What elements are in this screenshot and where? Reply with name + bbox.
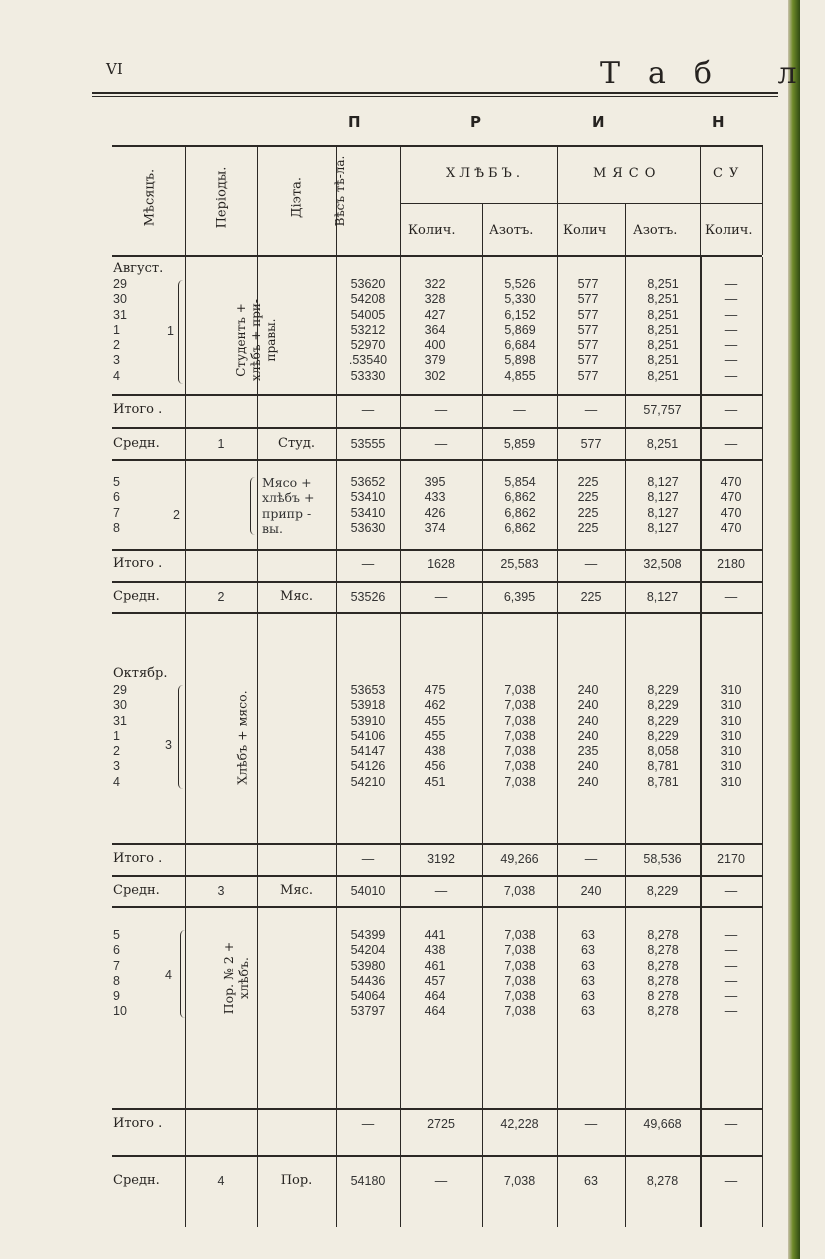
table-cell: 49,266 (500, 852, 539, 866)
table-cell: 8 278 (647, 989, 679, 1004)
table-cell: 8,251 (647, 368, 679, 383)
table-cell: 63 (581, 943, 595, 958)
table-cell: 25,583 (500, 557, 539, 571)
table-cell: — (361, 557, 375, 571)
table-cell: 3 (113, 353, 120, 368)
table-cell: 8,127 (647, 520, 679, 535)
table-cell: 6,862 (504, 520, 536, 535)
table-cell: 53410 (350, 490, 386, 505)
table-cell: Итого . (113, 556, 163, 571)
bread-qty-column (415, 928, 455, 1020)
table-cell: Студ. (278, 436, 315, 451)
table-cell: 6,862 (504, 490, 536, 505)
weight-column (343, 475, 393, 536)
table-cell: 54106 (350, 728, 386, 743)
table-cell: Мясо + (262, 475, 312, 490)
header-bread-nitrogen: Азотъ. (489, 223, 534, 238)
table-cell: — (724, 307, 738, 322)
table-cell: 53212 (350, 322, 386, 337)
header-sugar: СУ (713, 166, 745, 181)
page-number: VI (106, 60, 123, 78)
diet-label: Хлѣбъ + мясо. (234, 690, 250, 785)
table-cell: — (434, 1174, 448, 1188)
table-cell: 54208 (350, 292, 386, 307)
table-cell: 235 (577, 744, 599, 759)
period-number: 2 (173, 508, 180, 522)
table-cell: 7,038 (504, 774, 536, 789)
table-cell: 433 (424, 490, 446, 505)
table-cell: 8 (113, 520, 120, 535)
table-cell: хлѣбъ + (262, 490, 315, 506)
table-cell: 240 (577, 728, 599, 743)
table-cell: 7,038 (504, 744, 536, 759)
table-cell: 240 (577, 759, 599, 774)
table-cell: 577 (577, 338, 599, 353)
table-cell: 5,526 (504, 277, 536, 291)
table-cell: 577 (577, 292, 599, 307)
table-cell: 8,251 (647, 292, 679, 307)
table-cell: 31 (113, 307, 127, 322)
table-cell: 7,038 (504, 928, 536, 942)
table-cell: 53410 (350, 505, 386, 520)
table-cell: 225 (577, 520, 599, 535)
table-cell: — (361, 1117, 375, 1131)
table-cell: 577 (580, 437, 602, 451)
table-cell: Средн. (113, 883, 160, 898)
table-cell: 310 (720, 774, 742, 789)
table-cell: 8,251 (647, 322, 679, 337)
table-cell: 400 (424, 338, 446, 353)
table-cell: 462 (424, 698, 446, 713)
weight-column (343, 683, 393, 790)
table-cell: 441 (424, 928, 446, 942)
table-cell: 63 (581, 989, 595, 1004)
header-bread: ХЛѢБЪ. (446, 166, 525, 181)
table-cell: 8,058 (647, 744, 679, 759)
table-cell: 53652 (350, 475, 386, 489)
diet-lines (262, 475, 338, 536)
meat-qty-column (568, 683, 608, 790)
table-cell: Пор. (280, 1173, 313, 1188)
table-cell: 455 (424, 728, 446, 743)
table-cell: 8,278 (647, 943, 679, 958)
table-cell: 302 (424, 368, 446, 383)
table-cell: 8,229 (647, 713, 679, 728)
table-cell: 240 (580, 884, 602, 898)
table-cell: 4,855 (504, 368, 536, 383)
table-cell: 2180 (717, 557, 745, 571)
table-cell: 5,869 (504, 322, 536, 337)
period-4-days (113, 928, 173, 1020)
sugar-qty-column (708, 928, 754, 1020)
table-cell: 7,038 (504, 1004, 536, 1019)
table-cell: Средн. (113, 1173, 160, 1188)
table-cell: 8,127 (647, 475, 679, 489)
table-cell: 310 (720, 728, 742, 743)
table-cell: 225 (577, 490, 599, 505)
table-cell: 30 (113, 292, 127, 307)
table-cell: — (724, 338, 738, 353)
header-meat-nitrogen: Азотъ. (633, 223, 678, 238)
table-cell: 456 (424, 759, 446, 774)
table-cell: 461 (424, 958, 446, 973)
table-cell: 7,038 (504, 989, 536, 1004)
table-cell: 470 (720, 475, 742, 489)
table-cell: Средн. (113, 589, 160, 604)
sugar-qty-column (708, 683, 754, 790)
table-cell: 310 (720, 759, 742, 774)
table-cell: 427 (424, 307, 446, 322)
header-diet: Діэта. (289, 176, 305, 219)
table-cell: Итого . (113, 1116, 163, 1131)
table-cell: 7,038 (503, 884, 536, 898)
meat-qty-column (568, 277, 608, 384)
table-cell: 2170 (717, 852, 745, 866)
table-cell: 6,862 (504, 505, 536, 520)
table-cell: 63 (581, 958, 595, 973)
table-cell: — (584, 852, 598, 866)
table-cell: 8,278 (647, 973, 679, 988)
table-cell: 54005 (350, 307, 386, 322)
table-cell: 8,127 (646, 590, 679, 604)
table-cell: 54210 (350, 774, 386, 789)
table-cell: Мяс. (280, 883, 313, 898)
table-cell: припр - (262, 505, 312, 521)
table-cell: 577 (577, 307, 599, 322)
table-cell: 379 (424, 353, 446, 368)
meat-qty-column (568, 475, 608, 536)
table-cell: — (724, 277, 738, 291)
table-cell: 3 (113, 759, 120, 774)
table-cell: 395 (424, 475, 446, 489)
table-cell: 6 (113, 943, 120, 958)
table-cell: 8,229 (647, 683, 679, 697)
table-cell: — (724, 322, 738, 337)
table-cell: 53653 (350, 683, 386, 697)
table-cell: 58,536 (643, 852, 682, 866)
title-letter-3: И (592, 113, 605, 131)
title-letter-2: Р (470, 113, 481, 131)
table-cell: — (724, 590, 738, 604)
table-cell: 7 (113, 505, 120, 520)
table-cell: 8,229 (646, 884, 679, 898)
month-label: Август. (113, 261, 164, 276)
table-cell: 3 (217, 884, 225, 898)
bread-nitrogen-column (492, 277, 548, 384)
table-cell: 426 (424, 505, 446, 520)
table-cell: Мяс. (280, 589, 313, 604)
table-cell: 310 (720, 683, 742, 697)
meat-nitrogen-column (635, 277, 691, 384)
table-cell: 32,508 (643, 557, 682, 571)
period-number: 1 (167, 324, 174, 338)
table-cell: .53540 (348, 353, 388, 368)
table-cell: 8,251 (647, 338, 679, 353)
table-cell: 9 (113, 989, 120, 1004)
table-cell: 53918 (350, 698, 386, 713)
table-cell: 451 (424, 774, 446, 789)
running-title: Таб л (600, 56, 825, 91)
table-cell: 470 (720, 505, 742, 520)
table-cell: 54147 (350, 744, 386, 759)
bread-qty-column (415, 683, 455, 790)
table-cell: 7,038 (504, 683, 536, 697)
sugar-qty-column (708, 475, 754, 536)
table-cell: 577 (577, 322, 599, 337)
period-1-days (113, 277, 173, 384)
table-cell: — (434, 884, 448, 898)
table-cell: 4 (113, 774, 120, 789)
table-cell: — (724, 353, 738, 368)
table-cell: 457 (424, 973, 446, 988)
table-cell: 438 (424, 744, 446, 759)
table-cell: 54204 (350, 943, 386, 958)
header-meat: МЯСО (593, 166, 662, 181)
meat-nitrogen-column (635, 475, 691, 536)
table-cell: — (361, 852, 375, 866)
table-cell: 1628 (427, 557, 455, 571)
table-cell: — (724, 1004, 738, 1019)
table-cell: 54010 (350, 884, 386, 898)
table-cell: 438 (424, 943, 446, 958)
page-edge-decoration (788, 0, 800, 1259)
table-cell: 7,038 (504, 943, 536, 958)
month-label: Октябр. (113, 666, 168, 681)
diet-label: Студентъ + хлѣбъ + при-правы. (234, 299, 278, 381)
table-cell: 5,330 (504, 292, 536, 307)
table-cell: 2 (113, 744, 120, 759)
header-weight: Вѣсъ тѣ-ла. (333, 155, 347, 227)
table-cell: 6,684 (504, 338, 536, 353)
table-cell: — (724, 292, 738, 307)
table-cell: — (724, 1117, 738, 1131)
period-3-days (113, 683, 173, 790)
table-cell: 29 (113, 683, 127, 697)
table-cell: — (584, 1117, 598, 1131)
table-cell: 8,278 (647, 1004, 679, 1019)
table-cell: 53620 (350, 277, 386, 291)
table-cell: 8,781 (647, 774, 679, 789)
table-cell: 364 (424, 322, 446, 337)
table-cell: 225 (577, 505, 599, 520)
table-cell: 8 (113, 973, 120, 988)
table-cell: — (584, 557, 598, 571)
table-cell: 322 (424, 277, 446, 291)
table-cell: 2 (217, 590, 225, 604)
table-cell: 8,251 (646, 437, 679, 451)
table-cell: 5,898 (504, 353, 536, 368)
table-cell: 3192 (427, 852, 455, 866)
table-cell: — (724, 437, 738, 451)
table-cell: — (434, 403, 448, 417)
header-period: Періоды. (214, 166, 230, 229)
table-cell: 310 (720, 698, 742, 713)
table-cell: 63 (581, 928, 595, 942)
table-cell: — (724, 989, 738, 1004)
table-cell: 225 (580, 590, 602, 604)
table-cell: 63 (581, 1004, 595, 1019)
meat-nitrogen-column (635, 928, 691, 1020)
table-cell: 225 (577, 475, 599, 489)
table-cell: 53330 (350, 368, 386, 383)
header-bread-qty: Колич. (408, 223, 456, 238)
table-cell: 475 (424, 683, 446, 697)
table-cell: 8,251 (647, 277, 679, 291)
bread-qty-column (415, 475, 455, 536)
table-cell: 29 (113, 277, 127, 291)
table-cell: 470 (720, 520, 742, 535)
table-cell: вы. (262, 520, 283, 536)
table-cell: 53910 (350, 713, 386, 728)
table-cell: 53797 (350, 1004, 386, 1019)
table-cell: 8,251 (647, 353, 679, 368)
diet-label: Пор. № 2 + хлѣбъ. (221, 941, 251, 1015)
period-number: 3 (165, 738, 172, 752)
table-cell: 7,038 (504, 973, 536, 988)
table-cell: 7,038 (504, 728, 536, 743)
table-cell: 240 (577, 698, 599, 713)
table-cell: 8,229 (647, 728, 679, 743)
table-cell: 52970 (350, 338, 386, 353)
table-cell: — (724, 928, 738, 942)
table-cell: 54180 (350, 1174, 386, 1188)
table-cell: 8,278 (647, 958, 679, 973)
table-cell: 53980 (350, 958, 386, 973)
table-cell: — (434, 590, 448, 604)
table-cell: 54399 (350, 928, 386, 942)
table-cell: 54436 (350, 973, 386, 988)
meat-nitrogen-column (635, 683, 691, 790)
period-2-days (113, 475, 173, 536)
table-cell: 57,757 (643, 403, 682, 417)
meat-qty-column (568, 928, 608, 1020)
table-cell: 63 (584, 1174, 598, 1188)
table-cell: 240 (577, 774, 599, 789)
table-cell: 470 (720, 490, 742, 505)
weight-column (343, 928, 393, 1020)
table-cell: 54126 (350, 759, 386, 774)
table-cell: — (434, 437, 448, 451)
table-cell: 7,038 (504, 759, 536, 774)
table-cell: 63 (581, 973, 595, 988)
table-cell: 310 (720, 713, 742, 728)
table-cell: 10 (113, 1004, 127, 1019)
table-cell: 240 (577, 683, 599, 697)
title-letter-1: П (348, 113, 361, 131)
table-cell: 5,854 (504, 475, 536, 489)
table-cell: 6,395 (503, 590, 536, 604)
table-cell: 4 (217, 1174, 225, 1188)
table-cell: 8,229 (647, 698, 679, 713)
table-cell: Итого . (113, 402, 163, 417)
table-cell: 8,127 (647, 490, 679, 505)
table-cell: 240 (577, 713, 599, 728)
table-cell: 53630 (350, 520, 386, 535)
table-cell: — (724, 368, 738, 383)
table-cell: 6 (113, 490, 120, 505)
table-cell: 7,038 (504, 713, 536, 728)
table-cell: 49,668 (643, 1117, 682, 1131)
table-cell: 464 (424, 1004, 446, 1019)
table-cell: — (724, 958, 738, 973)
table-cell: 1 (113, 728, 120, 743)
table-cell: — (724, 943, 738, 958)
table-cell: 577 (577, 353, 599, 368)
table-cell: — (724, 973, 738, 988)
table-cell: 374 (424, 520, 446, 535)
table-cell: 464 (424, 989, 446, 1004)
table-cell: 455 (424, 713, 446, 728)
table-cell: 54064 (350, 989, 386, 1004)
weight-column (343, 277, 393, 384)
table-cell: 31 (113, 713, 127, 728)
table-cell: Итого . (113, 851, 163, 866)
table-cell: 1 (217, 437, 225, 451)
table-cell: 7,038 (503, 1174, 536, 1188)
bread-nitrogen-column (492, 928, 548, 1020)
header-month: Мѣсяцъ. (142, 168, 158, 227)
table-cell: 328 (424, 292, 446, 307)
table-cell: — (513, 403, 526, 417)
sugar-qty-column (708, 277, 754, 384)
table-cell: 7 (113, 958, 120, 973)
table-cell: 42,228 (500, 1117, 539, 1131)
header-meat-qty: Колич (563, 223, 607, 238)
table-cell: 30 (113, 698, 127, 713)
running-rule (92, 92, 778, 94)
table-cell: 53555 (350, 437, 386, 451)
table-cell: 7,038 (504, 958, 536, 973)
table-cell: 7,038 (504, 698, 536, 713)
period-number: 4 (165, 968, 172, 982)
table-cell: — (724, 403, 738, 417)
table-cell: — (361, 403, 375, 417)
table-cell: 8,278 (647, 928, 679, 942)
table-cell: — (724, 1174, 738, 1188)
table-cell: 8,781 (647, 759, 679, 774)
table-cell: — (724, 884, 738, 898)
table-cell: 5 (113, 928, 120, 942)
table-cell: 2725 (427, 1117, 455, 1131)
table-cell: 8,251 (647, 307, 679, 322)
table-cell: 8,278 (646, 1174, 679, 1188)
table-cell: 5 (113, 475, 120, 489)
table-cell: 577 (577, 277, 599, 291)
table-cell: 310 (720, 744, 742, 759)
bread-nitrogen-column (492, 475, 548, 536)
table-cell: 2 (113, 338, 120, 353)
bread-qty-column (415, 277, 455, 384)
table-cell: 8,127 (647, 505, 679, 520)
table-cell: 4 (113, 368, 120, 383)
table-cell: 1 (113, 322, 120, 337)
table-cell: 6,152 (504, 307, 536, 322)
bread-nitrogen-column (492, 683, 548, 790)
table-cell: 577 (577, 368, 599, 383)
table-cell: 53526 (350, 590, 386, 604)
table-cell: Средн. (113, 436, 160, 451)
table-cell: 5,859 (503, 437, 536, 451)
title-letter-4: Н (712, 113, 725, 131)
table-cell: — (584, 403, 598, 417)
header-sugar-qty: Колич. (705, 223, 753, 238)
